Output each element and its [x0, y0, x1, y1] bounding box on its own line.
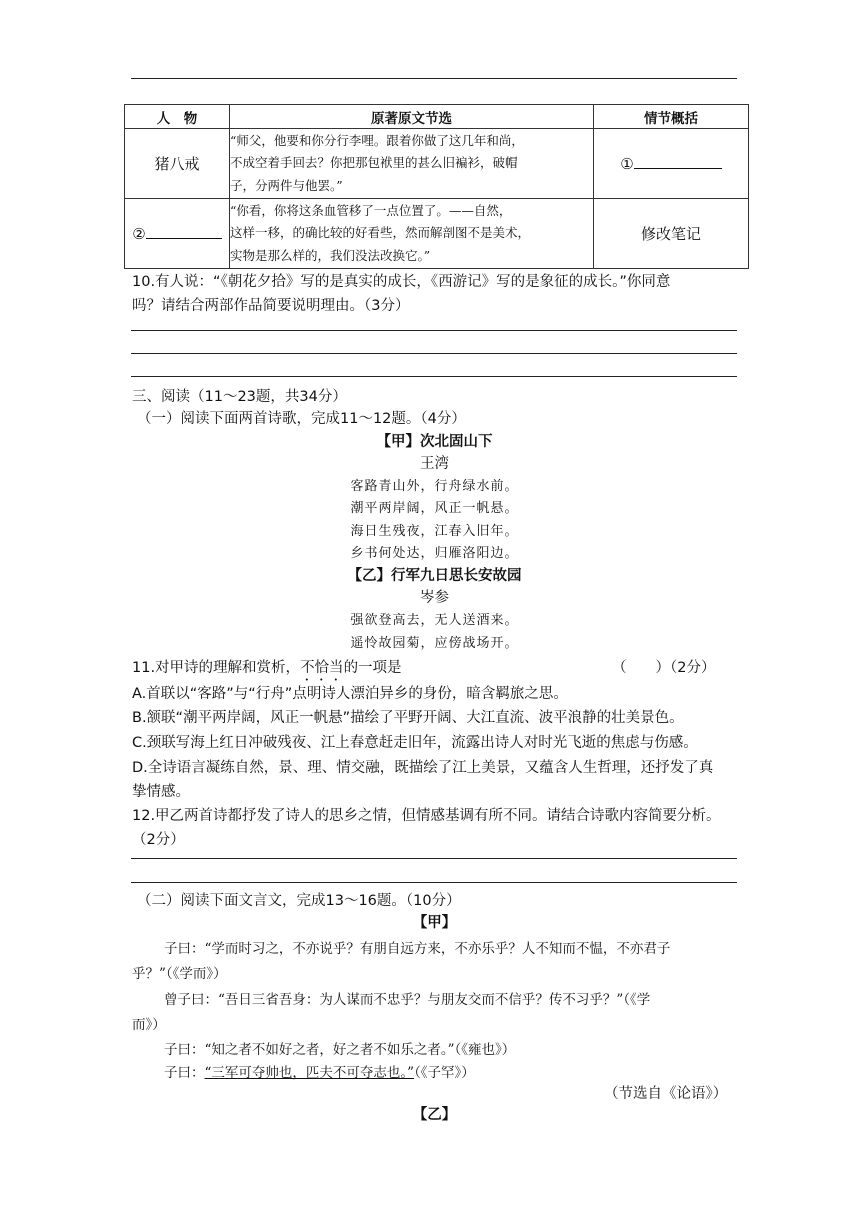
- question-11-suffix: 的一项是: [343, 660, 402, 676]
- answer-marker: ②: [132, 225, 146, 243]
- character-cell: [125, 199, 230, 269]
- poem-line: 强欲登高去，无人送酒来。: [350, 613, 519, 628]
- option-d-cont: 挚情感。: [132, 784, 190, 800]
- excerpt-line: 实物是那么样的，我们没法改换它。”: [230, 247, 431, 263]
- table-header-row: [125, 105, 749, 129]
- answer-line[interactable]: [131, 353, 737, 354]
- answer-line[interactable]: [131, 376, 737, 377]
- answer-line[interactable]: [131, 330, 737, 331]
- option-a[interactable]: A.首联以“客路”与“行舟”点明诗人漂泊异乡的身份，暗含羁旅之思。: [132, 686, 568, 702]
- table-row: [125, 129, 749, 199]
- plot-summary-table: [124, 104, 749, 269]
- poem-line: 海日生残夜，江春入旧年。: [350, 524, 519, 539]
- summary-cell: 修改笔记: [594, 199, 749, 269]
- question-11-prefix: 11.对甲诗的理解和赏析，: [132, 660, 301, 676]
- character-cell: 猪八戒: [125, 129, 230, 199]
- excerpt-cell: [230, 199, 594, 269]
- poem-line: 遥怜故园菊，应傍战场开。: [350, 636, 519, 651]
- answer-bracket[interactable]: （ ）（2分）: [612, 660, 716, 676]
- question-10-line1: 10.有人说：“《朝花夕拾》写的是真实的成长，《西游记》写的是象征的成长。”你同意: [132, 274, 671, 290]
- analects-p4: [164, 1061, 475, 1081]
- excerpt-line: 子，分两件与他罢。”: [230, 177, 343, 193]
- option-d[interactable]: D.全诗语言凝练自然，景、理、情交融，既描绘了江上美景，又蕴含人生哲理，还抒发了真: [132, 760, 714, 776]
- header-character: 人 物: [125, 105, 230, 129]
- poem-line: 乡书何处达，归雁洛阳边。: [350, 546, 519, 561]
- chapter-ref: （《子罕》）: [414, 1065, 475, 1081]
- speaker: 子曰：: [164, 1065, 205, 1081]
- excerpt-cell: [230, 129, 594, 199]
- header-excerpt: 原著原文节选: [230, 105, 594, 129]
- question-12-line1: 12.甲乙两首诗都抒发了诗人的思乡之情，但情感基调有所不同。请结合诗歌内容简要分析。: [132, 808, 721, 824]
- question-12-line2: （2分）: [132, 832, 185, 848]
- poem-1-author: 王湾: [420, 456, 449, 472]
- poem-2-author: 岑参: [420, 590, 449, 606]
- answer-blank-1[interactable]: [634, 154, 722, 169]
- option-b[interactable]: B.颔联“潮平两岸阔，风正一帆悬”描绘了平野开阔、大江直流、波平浪静的壮美景色。: [132, 710, 684, 726]
- emphasis-text: 不恰当: [300, 660, 344, 676]
- analects-p2-line2: 而》）: [132, 1017, 166, 1033]
- summary-cell: [594, 129, 749, 199]
- header-rule: [131, 78, 737, 79]
- answer-line[interactable]: [131, 858, 737, 859]
- answer-line[interactable]: [131, 882, 737, 883]
- answer-marker: ①: [620, 155, 634, 173]
- analects-p1-line2: 乎？”（《学而》）: [132, 966, 227, 982]
- label-yi: 【乙】: [412, 1107, 457, 1123]
- analects-p2-line1: 曾子曰：“吾日三省吾身：为人谋而不忠乎？与朋友交而不信乎？传不习乎？”（《学: [164, 992, 651, 1008]
- excerpt-line: “你看，你将这条血管移了一点位置了。——自然，: [230, 202, 512, 218]
- underlined-quote: “三军可夺帅也，匹夫不可夺志也。”: [204, 1065, 415, 1081]
- excerpt-line: 不成空着手回去？你把那包袱里的甚么旧褊衫，破帽: [230, 155, 518, 171]
- answer-blank-2[interactable]: [146, 224, 222, 239]
- table-row: [125, 199, 749, 269]
- header-summary: 情节概括: [594, 105, 749, 129]
- poem-line: 客路青山外，行舟绿水前。: [350, 479, 519, 494]
- question-10-line2: 吗？请结合两部作品简要说明理由。（3分）: [132, 298, 410, 314]
- analects-p3: 子曰：“知之者不如好之者，好之者不如乐之者。”（《雍也》）: [164, 1042, 516, 1058]
- poem-line: 潮平两岸阔，风正一帆悬。: [350, 501, 519, 516]
- poem-1-title: 【甲】次北固山下: [376, 434, 493, 450]
- analects-p1-line1: 子曰：“学而时习之，不亦说乎？有朋自远方来，不亦乐乎？人不知而不愠，不亦君子: [164, 941, 671, 957]
- excerpt-line: 这样一移，的确比较的好看些，然而解剖图不是美术，: [230, 225, 531, 241]
- part-2-intro: （二）阅读下面文言文，完成13～16题。（10分）: [137, 893, 461, 909]
- part-1-intro: （一）阅读下面两首诗歌，完成11～12题。（4分）: [137, 411, 466, 427]
- section-3-title: 三、阅读（11～23题，共34分）: [132, 389, 347, 405]
- option-c[interactable]: C.颈联写海上红日冲破残夜、江上春意赶走旧年，流露出诗人对时光飞逝的焦虑与伤感。: [132, 735, 698, 751]
- source-note: （节选自《论语》）: [604, 1086, 728, 1102]
- poem-2-title: 【乙】行军九日思长安故园: [347, 568, 522, 584]
- label-jia: 【甲】: [412, 915, 457, 931]
- question-11-stem: [132, 656, 402, 684]
- excerpt-line: “师父，他要和你分行李哩。跟着你做了这几年和尚，: [230, 132, 524, 148]
